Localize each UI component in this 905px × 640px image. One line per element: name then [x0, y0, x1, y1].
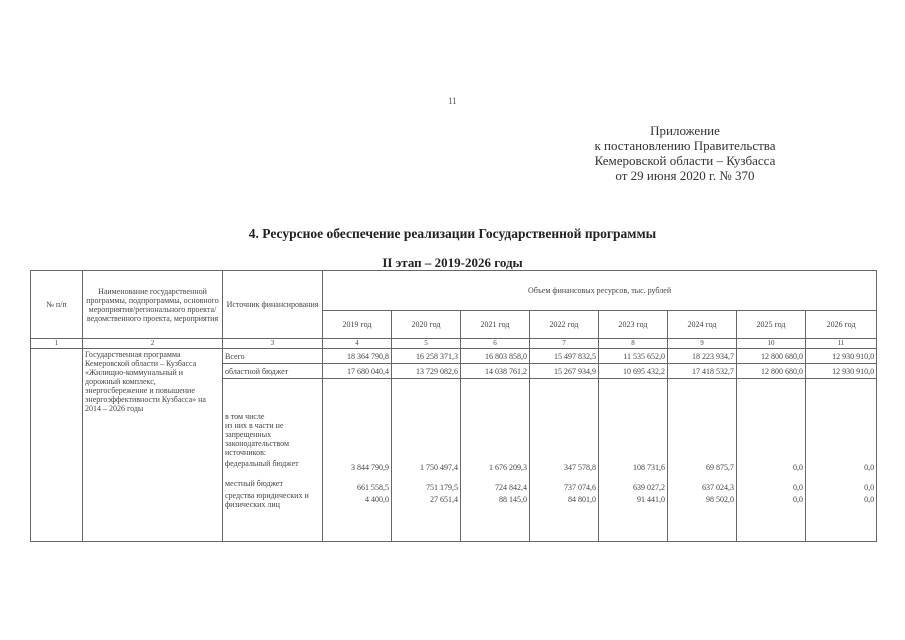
value-cell: 1 676 209,3: [489, 462, 527, 472]
value-breakdown-cell: [461, 379, 530, 542]
header-source: Источник финансирования: [223, 271, 323, 339]
value-cell: 88 145,0: [499, 494, 527, 504]
value-cell: 751 179,5: [426, 482, 458, 492]
value-cell: 724 842,4: [495, 482, 527, 492]
value-cell: 18 223 934,7: [668, 349, 737, 364]
value-breakdown-cell: [530, 379, 599, 542]
header-year: 2023 год: [599, 311, 668, 339]
value-cell: 637 024,3: [702, 482, 734, 492]
value-cell: 0,0: [793, 494, 803, 504]
header-year: 2025 год: [737, 311, 806, 339]
value-breakdown-cell: [599, 379, 668, 542]
value-cell: 0,0: [864, 462, 875, 472]
value-cell: 12 930 910,0: [806, 349, 877, 364]
value-cell: 18 364 790,8: [323, 349, 392, 364]
value-cell: 84 801,0: [568, 494, 596, 504]
resource-table: [30, 270, 877, 542]
column-index: 6: [461, 339, 530, 349]
value-cell: 16 258 371,3: [392, 349, 461, 364]
value-breakdown-cell: [806, 379, 877, 542]
column-index: 4: [323, 339, 392, 349]
header-year: 2026 год: [806, 311, 877, 339]
value-cell: 0,0: [864, 494, 875, 504]
header-year: 2022 год: [530, 311, 599, 339]
column-index: 10: [737, 339, 806, 349]
appendix-line: от 29 июня 2020 г. № 370: [615, 168, 755, 183]
column-index-row: [31, 339, 877, 349]
value-cell: 0,0: [793, 482, 803, 492]
value-cell: 12 930 910,0: [806, 364, 877, 379]
section-title: 4. Ресурсное обеспечение реализации Государственной программы: [248, 226, 657, 241]
row-number-cell: [31, 349, 83, 542]
extra-sources-label: из них в части не запрещенных законодательством источников:: [225, 420, 290, 457]
value-cell: 17 418 532,7: [668, 364, 737, 379]
value-cell: 91 441,0: [637, 494, 665, 504]
column-index: 7: [530, 339, 599, 349]
value-breakdown-cell: [668, 379, 737, 542]
appendix-line: Кемеровской области – Кузбасса: [594, 153, 776, 168]
column-index: 2: [83, 339, 223, 349]
column-index: 11: [806, 339, 877, 349]
value-breakdown-cell: [737, 379, 806, 542]
value-cell: 12 800 680,0: [737, 349, 806, 364]
source-cell: местный бюджет: [225, 478, 283, 488]
header-volume: Объем финансовых ресурсов, тыс. рублей: [323, 271, 877, 311]
column-index: 3: [223, 339, 323, 349]
value-cell: 737 074,6: [564, 482, 596, 492]
column-index: 1: [31, 339, 83, 349]
value-cell: 10 695 432,2: [599, 364, 668, 379]
header-num: № п/п: [31, 271, 83, 339]
value-breakdown-cell: [392, 379, 461, 542]
value-cell: 639 027,2: [633, 482, 665, 492]
value-cell: 0,0: [864, 482, 875, 492]
value-cell: 15 497 832,5: [530, 349, 599, 364]
header-year: 2019 год: [323, 311, 392, 339]
value-cell: 13 729 082,6: [392, 364, 461, 379]
value-cell: 16 803 858,0: [461, 349, 530, 364]
value-cell: 98 502,0: [706, 494, 734, 504]
value-cell: 1 750 497,4: [420, 462, 458, 472]
including-label: в том числе: [225, 411, 265, 421]
value-cell: 11 535 652,0: [599, 349, 668, 364]
header-year: 2021 год: [461, 311, 530, 339]
source-cell: областной бюджет: [223, 364, 323, 379]
header-year: 2024 год: [668, 311, 737, 339]
value-cell: 0,0: [793, 462, 803, 472]
column-index: 9: [668, 339, 737, 349]
source-cell: Всего: [223, 349, 323, 364]
header-name: Наименование государственной программы, подпрограммы, основного мероприятия/регионального проекта/ведомственного проекта, мероприятия: [83, 271, 223, 339]
program-name: Государственная программа Кемеровской области – Кузбасса «Жилищно-коммунальный и дорожный комплекс, энергосбережение и повышение энергоэффективности Кузбасса» на 2014 – 2026 годы: [83, 349, 223, 542]
value-cell: 15 267 934,9: [530, 364, 599, 379]
appendix-line: Приложение: [650, 123, 720, 138]
source-cell: средства юридических и физических лиц: [225, 490, 309, 509]
value-cell: 108 731,6: [633, 462, 665, 472]
stage-title: II этап – 2019-2026 годы: [382, 255, 523, 270]
table-row: [31, 349, 877, 364]
source-breakdown-cell: [223, 379, 323, 542]
value-cell: 4 400,0: [365, 494, 389, 504]
column-index: 8: [599, 339, 668, 349]
value-cell: 27 651,4: [430, 494, 458, 504]
appendix-line: к постановлению Правительства: [594, 138, 776, 153]
value-cell: 69 875,7: [706, 462, 734, 472]
value-cell: 14 038 761,2: [461, 364, 530, 379]
appendix-block: [560, 123, 810, 183]
page-number: 11: [448, 96, 457, 106]
value-cell: 3 844 790,9: [351, 462, 389, 472]
value-cell: 661 558,5: [357, 482, 389, 492]
value-breakdown-cell: [323, 379, 392, 542]
value-cell: 17 680 040,4: [323, 364, 392, 379]
value-cell: 12 800 680,0: [737, 364, 806, 379]
value-cell: 347 578,8: [564, 462, 596, 472]
source-cell: федеральный бюджет: [225, 458, 299, 468]
column-index: 5: [392, 339, 461, 349]
header-year: 2020 год: [392, 311, 461, 339]
